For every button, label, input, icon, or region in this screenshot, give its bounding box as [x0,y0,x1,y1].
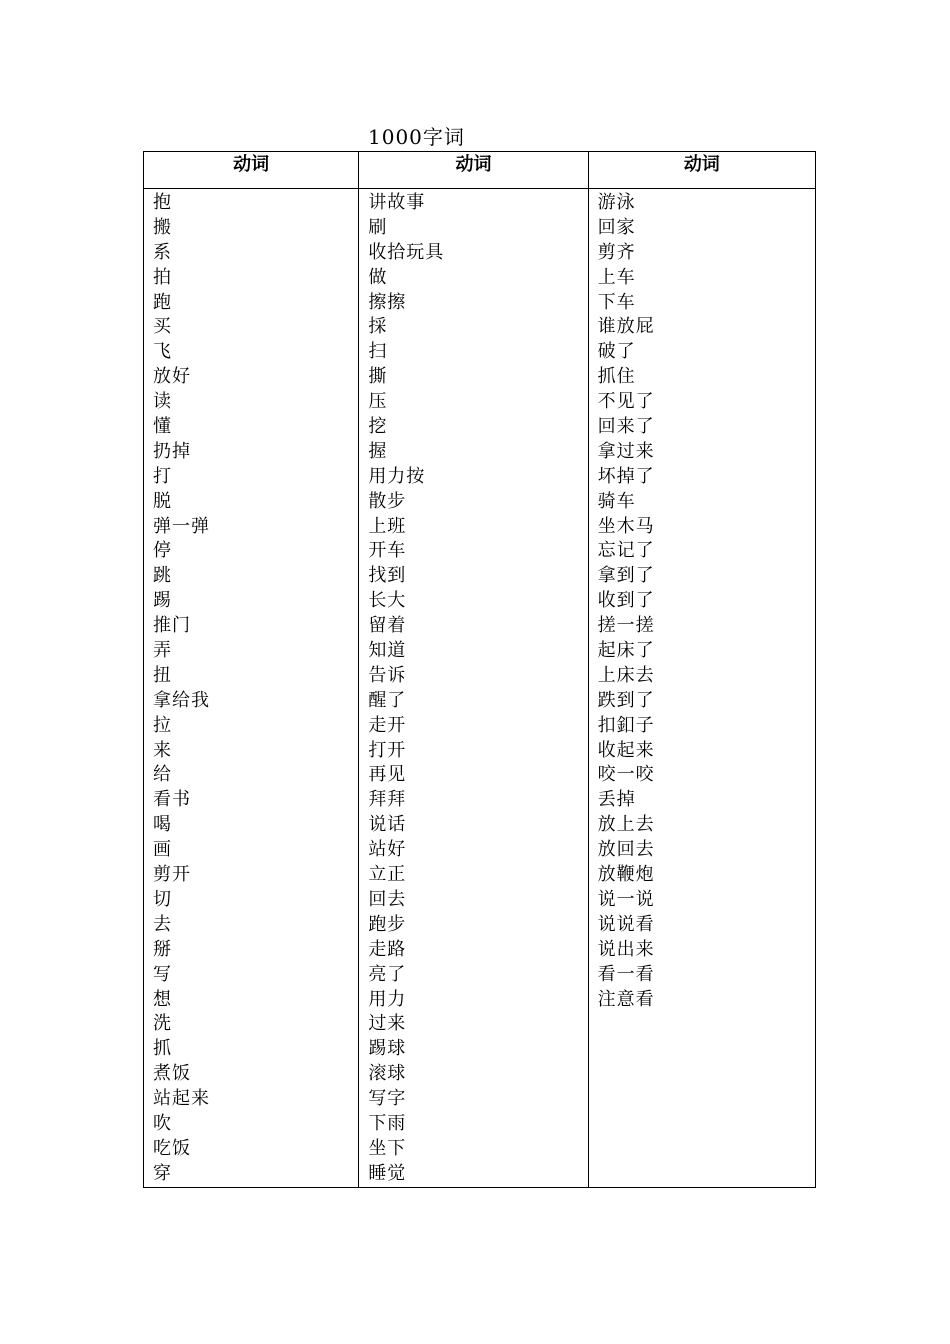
word-item: 回去 [368,888,407,910]
word-item: 骑车 [597,490,636,512]
word-item: 再见 [368,764,407,786]
word-item: 跑步 [368,913,407,935]
word-item: 抓 [153,1038,172,1060]
word-item: 用力按 [368,465,426,487]
word-item: 说话 [368,814,407,836]
word-item: 抓住 [597,366,636,388]
column-header: 动词 [359,152,588,189]
word-item: 站起来 [153,1088,210,1110]
word-item: 洗 [153,1013,172,1035]
word-item: 讲故事 [368,192,426,213]
word-item: 拜拜 [368,789,407,811]
word-item: 穿 [153,1162,172,1184]
header-row [144,152,816,189]
word-column-1 [144,189,359,1188]
word-item: 掰 [153,938,172,960]
word-item: 开车 [368,540,407,562]
word-item: 坏掉了 [597,465,655,487]
word-item: 擦擦 [368,291,407,313]
word-item: 抱 [153,192,172,213]
word-item: 喝 [153,814,172,836]
word-column-2 [359,189,588,1188]
word-item: 看书 [153,789,191,811]
word-item: 做 [368,266,388,288]
word-item: 走开 [368,714,407,736]
word-item: 写 [153,963,172,985]
word-item: 知道 [368,640,407,662]
word-item: 想 [153,988,172,1010]
word-item: 握 [368,440,388,462]
word-item: 採 [368,316,388,338]
word-item: 停 [153,540,172,562]
word-item: 下车 [597,291,636,313]
word-item: 回来了 [597,416,655,438]
word-item: 注意看 [597,988,655,1010]
word-item: 写字 [368,1088,407,1110]
word-item: 拉 [153,714,172,736]
word-item: 长大 [368,590,407,612]
word-item: 告诉 [368,664,407,686]
word-item: 读 [153,391,172,413]
word-item: 放好 [153,366,191,388]
word-item: 上车 [597,266,636,288]
word-item: 下雨 [368,1112,407,1134]
word-item: 系 [153,241,172,263]
word-item: 上床去 [597,664,655,686]
word-item: 画 [153,839,172,861]
word-item: 散步 [368,490,407,512]
word-item: 剪开 [153,864,191,886]
word-item: 扫 [368,341,388,363]
word-item: 丢掉 [597,789,636,811]
word-item: 留着 [368,615,407,637]
word-item: 看一看 [597,963,655,985]
word-item: 扭 [153,664,172,686]
word-item: 吃饭 [153,1137,191,1159]
word-item: 忘记了 [597,540,655,562]
word-item: 剪齐 [597,241,636,263]
word-item: 挖 [368,416,388,438]
word-item: 用力 [368,988,407,1010]
word-item: 弄 [153,640,172,662]
word-item: 坐下 [368,1137,407,1159]
word-item: 煮饭 [153,1063,191,1085]
word-item: 破了 [597,341,636,363]
word-item: 不见了 [597,391,655,413]
word-item: 踢 [153,590,172,612]
word-item: 来 [153,739,172,761]
word-item: 跑 [153,291,172,313]
word-item: 打开 [368,739,407,761]
word-item: 放鞭炮 [597,864,655,886]
word-item: 起床了 [597,640,655,662]
word-item: 拿过来 [597,440,655,462]
word-item: 醒了 [368,689,407,711]
column-header: 动词 [588,152,815,189]
word-item: 打 [153,465,172,487]
word-item: 回家 [597,216,636,238]
word-item: 说一说 [597,888,655,910]
word-item: 找到 [368,565,407,587]
word-item: 过来 [368,1013,407,1035]
verb-table [143,151,816,1188]
word-item: 踢球 [368,1038,407,1060]
word-item: 买 [153,316,172,338]
word-item: 拿到了 [597,565,655,587]
word-item: 跳 [153,565,172,587]
document-title: 1000字词 [368,125,465,149]
word-item: 扣釦子 [597,714,655,736]
word-item: 给 [153,764,172,786]
word-item: 亮了 [368,963,407,985]
word-item: 脱 [153,490,172,512]
word-item: 刷 [368,216,388,238]
word-item: 放回去 [597,839,655,861]
word-item: 说说看 [597,913,655,935]
word-item: 游泳 [597,192,636,213]
word-item: 坐木马 [597,515,655,537]
word-item: 收拾玩具 [368,241,445,263]
word-column-3 [588,189,815,1188]
word-item: 拿给我 [153,689,210,711]
word-item: 吹 [153,1112,172,1134]
word-item: 立正 [368,864,407,886]
word-item: 收起来 [597,739,655,761]
word-item: 放上去 [597,814,655,836]
word-item: 跌到了 [597,689,655,711]
word-item: 搬 [153,216,172,238]
word-item: 说出来 [597,938,655,960]
word-item: 咬一咬 [597,764,655,786]
word-item: 懂 [153,416,172,438]
word-item: 睡觉 [368,1162,407,1184]
word-item: 站好 [368,839,407,861]
word-item: 撕 [368,366,388,388]
column-header: 动词 [144,152,359,189]
word-item: 搓一搓 [597,615,655,637]
body-row [144,189,816,1188]
word-item: 扔掉 [153,440,191,462]
word-item: 拍 [153,266,172,288]
word-item: 去 [153,913,172,935]
word-item: 收到了 [597,590,655,612]
word-item: 切 [153,888,172,910]
word-item: 上班 [368,515,407,537]
word-item: 谁放屁 [597,316,655,338]
word-item: 滚球 [368,1063,407,1085]
word-item: 推门 [153,615,191,637]
word-item: 压 [368,391,388,413]
word-item: 弹一弹 [153,515,210,537]
word-item: 飞 [153,341,172,363]
word-item: 走路 [368,938,407,960]
